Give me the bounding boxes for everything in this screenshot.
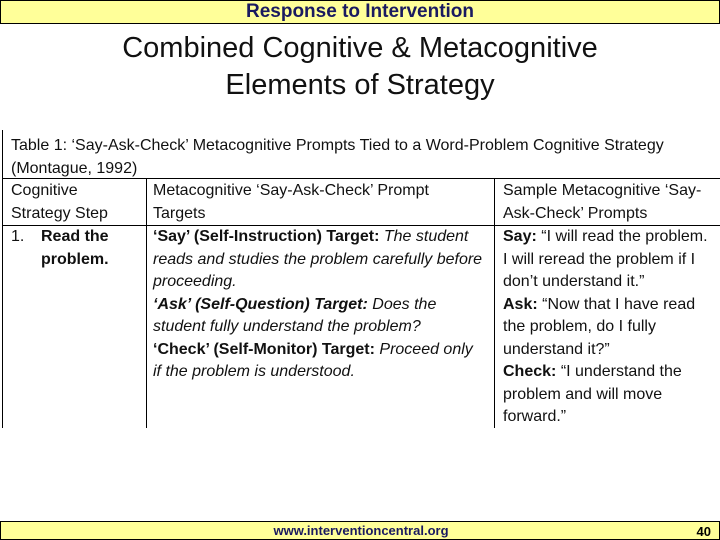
strategy-table [2, 130, 720, 428]
banner-title: Response to Intervention [245, 1, 475, 22]
header-cognitive-step [11, 180, 141, 225]
sample-say [503, 226, 718, 249]
footer-url[interactable]: www.interventioncentral.org [273, 523, 449, 538]
header-cognitive-step-line-1: Cognitive [11, 182, 78, 199]
sample-check-label: Check: [503, 363, 557, 380]
slide-title-line-2: Elements of Strategy [225, 69, 495, 101]
sample-check-text-2: problem and will move [503, 385, 663, 403]
sample-say-label: Say: [503, 228, 537, 245]
sample-ask-text-2: the problem, do I fully [503, 318, 656, 335]
sample-check-text-1: “I understand the [560, 363, 682, 380]
page-number: 40 [696, 524, 711, 539]
ask-target-text-2: student fully understand the problem? [153, 318, 421, 335]
sample-check-text-3: forward.” [503, 408, 567, 425]
step-label [41, 226, 121, 271]
sample-ask-label: Ask: [503, 295, 538, 313]
sample-ask-text-1: “Now that I have read [542, 295, 696, 313]
step-number: 1. [11, 228, 25, 245]
say-target-text-1: The student [383, 228, 469, 245]
header-sample-prompts [503, 180, 718, 225]
say-target-text-3: proceeding. [153, 273, 237, 290]
cell-strategy-step [11, 226, 146, 271]
table-divider-1 [146, 178, 147, 428]
slide-title [0, 30, 720, 104]
sample-ask [503, 294, 718, 317]
sample-say-text-3: don’t understand it.” [503, 273, 645, 290]
step-label-line-2: problem. [41, 250, 109, 268]
check-target-text-2: if the problem is understood. [153, 363, 355, 380]
header-prompt-targets-line-1: Metacognitive ‘Say-Ask-Check’ Prompt [153, 182, 429, 199]
sample-say-text-2: I will reread the problem if I [503, 250, 696, 268]
table-caption-line-1: Table 1: ‘Say-Ask-Check’ Metacognitive Prompts Tied to a Word-Problem Cognitive Strategy [11, 137, 664, 154]
step-label-line-1: Read the [41, 228, 109, 245]
sample-say-text-1: “I will read the problem. [541, 228, 708, 245]
sample-check [503, 361, 718, 384]
table-rule-top [3, 178, 720, 179]
ask-target [153, 294, 493, 317]
slide-title-line-1: Combined Cognitive & Metacognitive [122, 32, 598, 64]
cell-prompt-targets [153, 226, 493, 384]
header-sample-prompts-line-2: Ask-Check’ Prompts [503, 204, 648, 222]
table-caption-line-2: (Montague, 1992) [11, 159, 138, 177]
table-caption [11, 135, 716, 180]
say-target [153, 226, 493, 249]
header-sample-prompts-line-1: Sample Metacognitive ‘Say- [503, 182, 702, 199]
check-target-text-1: Proceed only [379, 340, 473, 358]
table-divider-2 [494, 178, 495, 428]
header-prompt-targets-line-2: Targets [153, 204, 206, 222]
cell-sample-prompts [503, 226, 718, 429]
ask-target-text-1: Does the [372, 295, 437, 313]
sample-ask-text-3: understand it?” [503, 340, 610, 358]
say-target-text-2: reads and studies the problem carefully before [153, 250, 483, 268]
ask-target-label: ‘Ask’ (Self-Question) Target: [153, 295, 368, 313]
check-target-label: ‘Check’ (Self-Monitor) Target: [153, 340, 375, 358]
header-prompt-targets [153, 180, 493, 225]
say-target-label: ‘Say’ (Self-Instruction) Target: [153, 228, 380, 245]
top-banner [0, 0, 720, 24]
header-cognitive-step-line-2: Strategy Step [11, 204, 108, 222]
check-target [153, 339, 493, 362]
bottom-banner [0, 521, 720, 540]
